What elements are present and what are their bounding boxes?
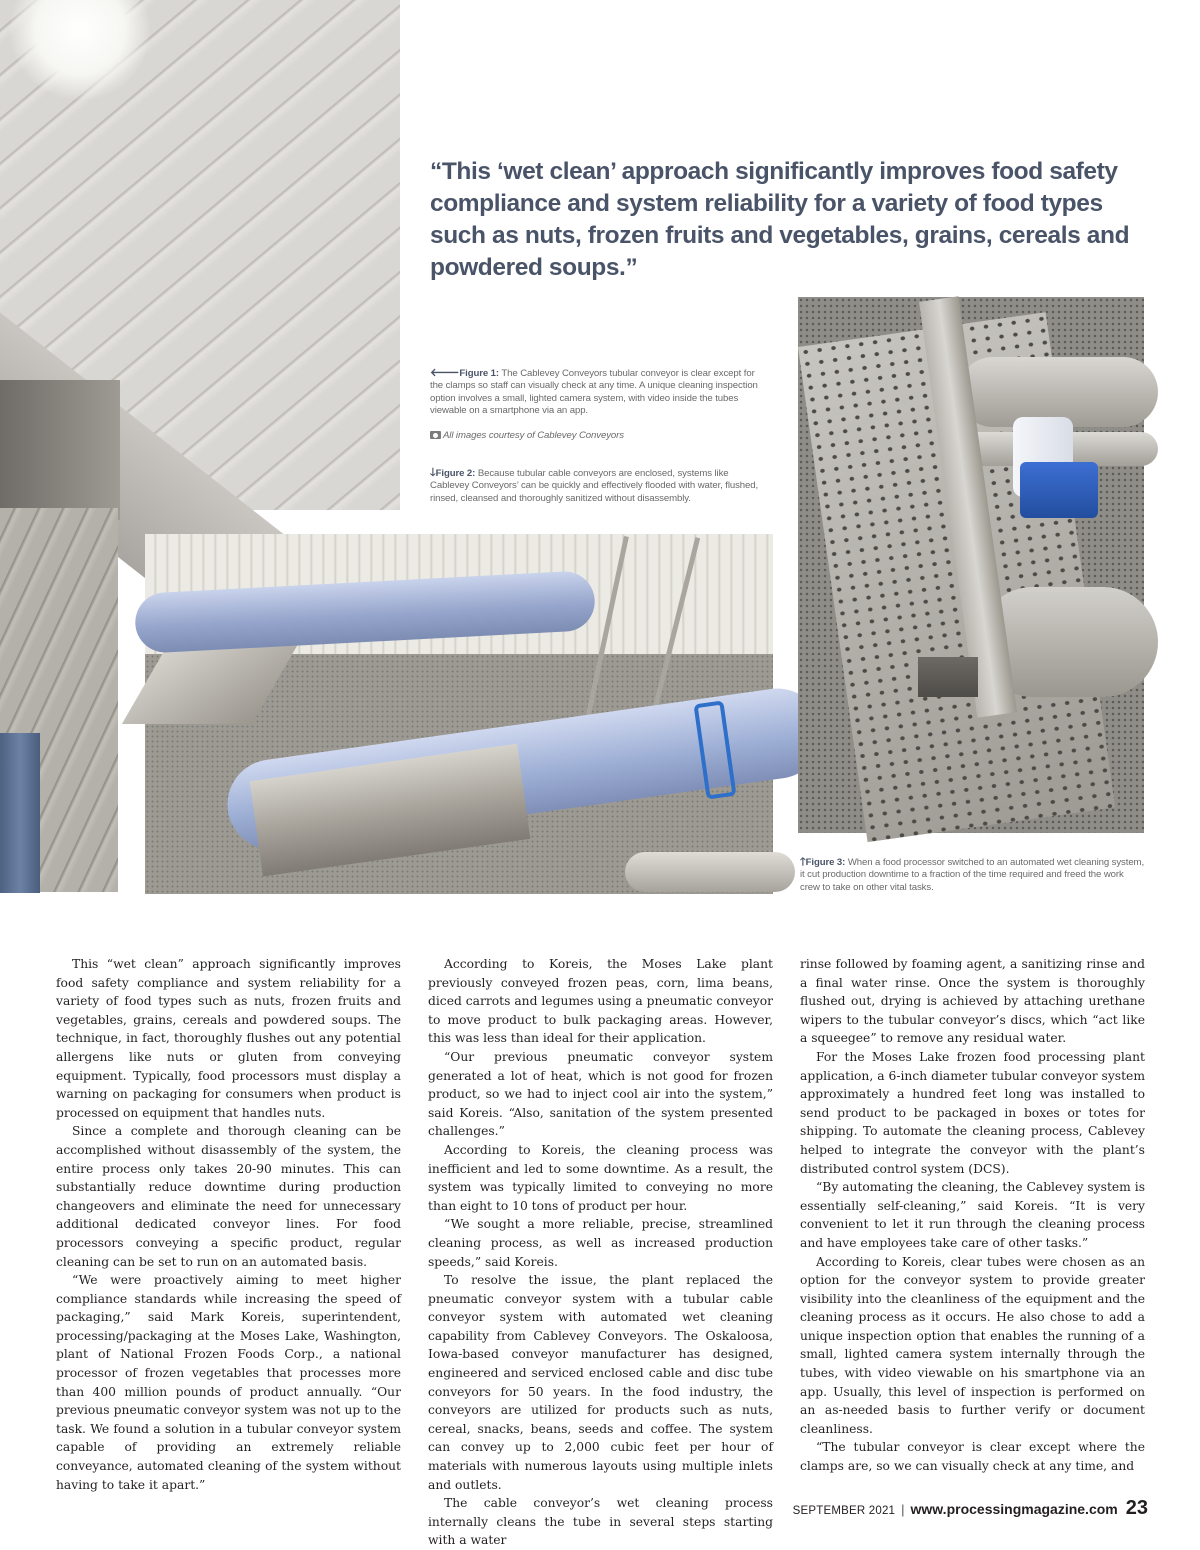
- paragraph: According to Koreis, the cleaning process was inefficient and led to some downtime. As a result, the system was typically limited to conveying no more than eight to 10 tons of product per hour.: [428, 1142, 773, 1213]
- bracket: [918, 657, 978, 697]
- arrow-down-icon: 🡓: [430, 467, 436, 479]
- separator: |: [901, 1502, 905, 1517]
- paragraph: According to Koreis, the Moses Lake plant previously conveyed frozen peas, corn, lima beans, diced carrots and legumes using a pneumatic conveyor to move product to bulk packaging areas. However, this was less than ideal for their application.: [428, 957, 773, 1046]
- paragraph: For the Moses Lake frozen food processing plant application, a 6-inch diameter tubular conveyor system approximately a hundred feet long was installed to send product to be packaged in boxes or totes for shipping. To automate the cleaning process, Cablevey helped to integrate the conveyor with the plant’s distributed control system (DCS).: [800, 1049, 1145, 1176]
- paragraph: “Our previous pneumatic conveyor system generated a lot of heat, which is not good for frozen product, so we had to inject cool air into the system,” said Koreis. “Also, sanitation of the system presented challenges.”: [428, 1049, 773, 1139]
- paragraph: To resolve the issue, the plant replaced the pneumatic conveyor system with a tubular cable conveyor system with automated wet cleaning capability from Cablevey Conveyors. The Oskaloosa, Iowa-based conveyor manufacturer has designed, engineered and serviced enclosed cable and disc tube conveyors for 50 years. In the food industry, the conveyors are utilized for products such as nuts, cereal, snacks, beans, seeds and coffee. The system can convey up to 2,000 cubic feet per hour of materials with numerous layouts using multiple inlets and outlets.: [428, 1273, 773, 1492]
- figure-1-photo: [0, 0, 400, 510]
- caption-text: Because tubular cable conveyors are enclosed, systems like Cablevey Conveyors’ can be quickly and effectively flooded with water, flushed, rinsed, cleansed and thoroughly sanitized without disassembly.: [430, 468, 759, 504]
- ceiling-light: [10, 0, 150, 100]
- figure-label: Figure 3:: [805, 857, 846, 868]
- credit-text: All images courtesy of Cablevey Conveyors: [443, 430, 624, 441]
- caption-text: The Cablevey Conveyors tubular conveyor is clear except for the clamps so staff can visually check at any time. A unique cleaning inspection option involves a small, lighted camera system, with video inside the tubes viewable on a smartphone via an app.: [430, 368, 758, 417]
- paragraph: “The tubular conveyor is clear except where the clamps are, so we can visually check at any time, and: [800, 1440, 1145, 1474]
- figure-label: Figure 2:: [435, 468, 476, 479]
- figure-1-photo-lower: [0, 508, 118, 892]
- paragraph: The cable conveyor’s wet cleaning process internally cleans the tube in several steps starting with a water: [428, 1496, 773, 1548]
- page-footer: [792, 1497, 1148, 1521]
- arrow-up-icon: 🡑: [800, 856, 806, 868]
- camera-icon: [430, 431, 441, 439]
- paragraph: “By automating the cleaning, the Cablevey system is essentially self-cleaning,” said Koreis. “It is very convenient to let it run through the cleaning process and have employees take care of other tasks.”: [800, 1180, 1145, 1250]
- paragraph: According to Koreis, clear tubes were chosen as an option for the conveyor system to provide greater visibility into the cleanliness of the equipment and the cleaning process as it occurs. He also chose to add a unique inspection option that enables the running of a small, lighted camera system internally through the tubes, with video viewable on his smartphone via an app. Usually, this level of inspection is performed on an as-needed basis to further verify or document cleanliness.: [800, 1254, 1145, 1436]
- caption-text: When a food processor switched to an automated wet cleaning system, it cut production downtime to a fraction of the time required and freed the work crew to take on other vital tasks.: [800, 857, 1145, 893]
- website-url: www.processingmagazine.com: [910, 1501, 1118, 1517]
- paragraph: Since a complete and thorough cleaning can be accomplished without disassembly of the system, the entire process only takes 20-90 minutes. This can substantially reduce downtime during production changeovers and eliminate the need for unnecessary additional dedicated conveyor lines. For food processors conveying a specific product, regular cleaning can be set to run on an automated basis.: [56, 1124, 401, 1269]
- arrow-left-icon: 🡐: [430, 367, 460, 379]
- blue-tube: [0, 733, 40, 893]
- article-column-1: [56, 955, 401, 1494]
- page-number: 23: [1125, 1497, 1148, 1519]
- figure-3-caption: [800, 856, 1145, 894]
- photo-credit: [430, 430, 770, 442]
- ceiling-wall-shadow: [0, 380, 120, 520]
- paragraph: “We were proactively aiming to meet higher compliance standards while increasing the speed of packaging,” said Mark Koreis, superintendent, processing/packaging at the Moses Lake, Washington, plant of National Frozen Foods Corp., a national processor of frozen vegetables that processes more than 400 million pounds of product annually. “Our previous pneumatic conveyor system was not up to the task. We found a solution in a tubular conveyor system capable of providing an extremely reliable conveyance, automated cleaning of the system without having to take it apart.”: [56, 1273, 401, 1492]
- paragraph: This “wet clean” approach significantly improves food safety compliance and system reliability for a variety of food types such as nuts, frozen fruits and vegetables, grains, cereals and powdered soups. The technique, in fact, thoroughly flushes out any potential allergens like nuts or gluten from conveying equipment. Typically, food processors must display a warning on packaging for consumers when product is processed on equipment that handles nuts.: [56, 957, 401, 1120]
- article-column-3: [800, 955, 1145, 1476]
- article-column-2: [428, 955, 773, 1550]
- paragraph: “We sought a more reliable, precise, streamlined cleaning process, as well as increased production speeds,” said Koreis.: [428, 1217, 773, 1269]
- paragraph-continued: rinse followed by foaming agent, a sanitizing rinse and a final water rinse. Once the system is thoroughly flushed out, drying is achieved by attaching urethane wipers to the tubular conveyor’s discs, which “act like a squeegee” to remove any residual water.: [800, 957, 1145, 1046]
- figure-3-photo: [798, 297, 1144, 833]
- blue-clamp: [1020, 462, 1098, 518]
- figure-2-caption: [430, 467, 770, 505]
- figure-2-photo: [145, 534, 773, 892]
- figure-label: Figure 1:: [459, 368, 500, 379]
- steel-pipe: [625, 852, 795, 892]
- figure-1-caption: [430, 367, 770, 418]
- issue-date: SEPTEMBER 2021: [792, 1505, 896, 1517]
- pull-quote: “This ‘wet clean’ approach significantly improves food safety compliance and system reliability for a variety of food types such as nuts, frozen fruits and vegetables, grains, cereals and powdered soups.”: [430, 158, 1130, 281]
